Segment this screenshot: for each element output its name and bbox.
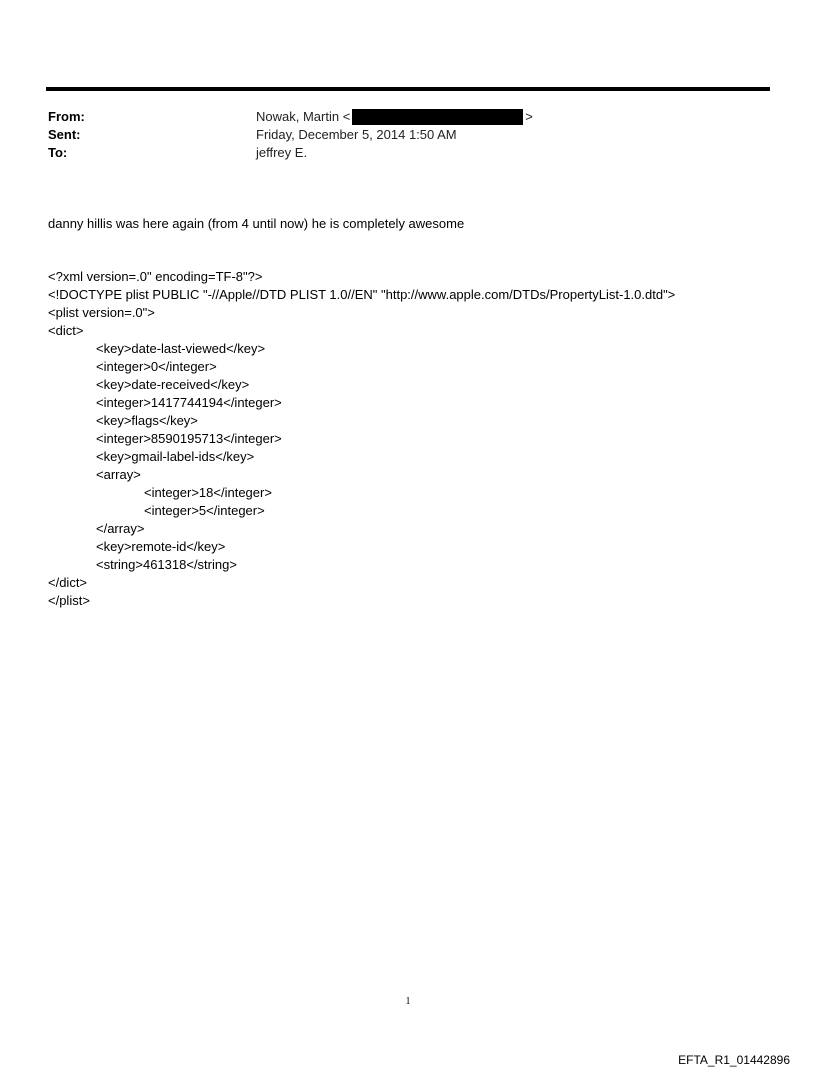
code-line-key: <key>date-received</key> [96,377,250,392]
code-line-key: <key>flags</key> [96,413,198,428]
message-body: danny hillis was here again (from 4 until now) he is completely awesome [48,216,465,231]
from-name: Nowak, Martin < [256,109,351,124]
code-line-array-open: <array> [96,467,141,482]
from-label: From: [48,109,85,124]
email-header [48,108,748,162]
code-line-integer: <integer>1417744194</integer> [96,395,282,410]
code-line-dict-open: <dict> [48,323,84,338]
sent-row [48,126,748,144]
from-value [256,108,533,126]
code-line-doctype: <!DOCTYPE plist PUBLIC "-//Apple//DTD PLIST 1.0//EN" "http://www.apple.com/DTDs/PropertyList-1.0.dtd"> [48,287,676,302]
sent-value: Friday, December 5, 2014 1:50 AM [256,127,457,142]
sent-label: Sent: [48,127,81,142]
code-line-plist-close: </plist> [48,593,90,608]
to-row [48,144,748,162]
code-line-integer: <integer>8590195713</integer> [96,431,282,446]
code-line-integer: <integer>5</integer> [144,503,265,518]
from-row [48,108,748,126]
code-line-key: <key>gmail-label-ids</key> [96,449,255,464]
page-number: 1 [405,996,411,1007]
code-line-string: <string>461318</string> [96,557,237,572]
header-rule [46,87,770,91]
code-line-key: <key>date-last-viewed</key> [96,341,266,356]
code-line-array-close: </array> [96,521,145,536]
document-id: EFTA_R1_01442896 [678,1053,790,1067]
to-value: jeffrey E. [256,145,308,160]
code-line-plist-open: <plist version=.0"> [48,305,155,320]
plist-code-block [48,268,788,610]
code-line-dict-close: </dict> [48,575,88,590]
from-close-bracket: > [525,109,533,124]
code-line-integer: <integer>18</integer> [144,485,272,500]
redacted-email-block [352,109,523,125]
code-line-integer: <integer>0</integer> [96,359,217,374]
to-label: To: [48,145,68,160]
code-line-xml-decl: <?xml version=.0" encoding=TF-8"?> [48,269,263,284]
code-line-key: <key>remote-id</key> [96,539,226,554]
